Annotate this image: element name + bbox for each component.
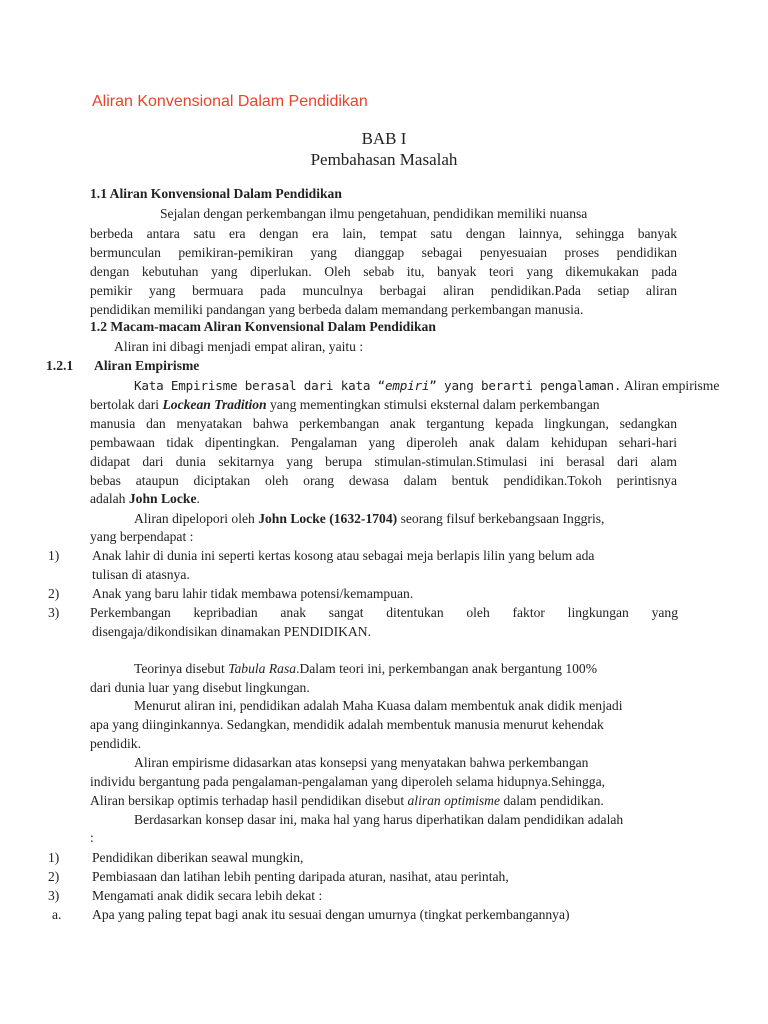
paragraph-line: yang berpendapat : bbox=[90, 529, 194, 544]
paragraph-line: pemikir yang bermuara pada munculnya berbagai aliran pendidikan.Pada setiap aliran bbox=[90, 283, 677, 298]
chapter-title: Pembahasan Masalah bbox=[310, 150, 458, 169]
paragraph-line: Aliran empirisme didasarkan atas konsepsi yang menyatakan bahwa perkembangan bbox=[134, 755, 589, 770]
paragraph-line: pendidikan memiliki pandangan yang berbeda dalam memandang perkembangan manusia. bbox=[90, 302, 584, 317]
paragraph-line: bebas ataupun diciptakan oleh orang dewasa dalam bentuk pendidikan.Tokoh perintisnya bbox=[90, 473, 677, 488]
paragraph-line: Menurut aliran ini, pendidikan adalah Maha Kuasa dalam membentuk anak didik menjadi bbox=[134, 698, 623, 713]
chapter-number: BAB I bbox=[361, 129, 407, 148]
paragraph-line: dengan kebutuhan yang diperlukan. Oleh sebab itu, banyak teori yang dikemukakan pada bbox=[90, 264, 677, 279]
list-number: 3) bbox=[48, 605, 60, 620]
list-item: Pembiasaan dan latihan lebih penting daripada aturan, nasihat, atau perintah, bbox=[92, 869, 509, 884]
list-item: tulisan di atasnya. bbox=[92, 567, 190, 582]
paragraph-line: apa yang diinginkannya. Sedangkan, mendidik adalah membentuk manusia menurut kehendak bbox=[90, 717, 604, 732]
list-item: disengaja/dikondisikan dinamakan PENDIDIKAN. bbox=[92, 624, 371, 639]
list-number: 2) bbox=[48, 586, 60, 601]
paragraph-line: Kata Empirisme berasal dari kata “empiri” yang berarti pengalaman. Aliran empirisme bbox=[134, 378, 720, 393]
paragraph-line: adalah John Locke. bbox=[90, 491, 200, 506]
list-item: Anak lahir di dunia ini seperti kertas kosong atau sebagai meja berlapis lilin yang belum ada bbox=[92, 548, 595, 563]
paragraph-line: pendidik. bbox=[90, 736, 141, 751]
paragraph-line: Sejalan dengan perkembangan ilmu pengetahuan, pendidikan memiliki nuansa bbox=[160, 206, 588, 221]
list-number: 3) bbox=[48, 888, 60, 903]
paragraph-line: : bbox=[90, 830, 94, 845]
paragraph-line: individu bergantung pada pengalaman-pengalaman yang diperoleh selama hidupnya.Sehingga, bbox=[90, 774, 606, 789]
subsection-number: 1.2.1 bbox=[46, 358, 74, 373]
paragraph-line: manusia dan menyatakan bahwa perkembangan anak tergantung kepada lingkungan, sedangkan bbox=[90, 416, 677, 431]
section-heading-1-1: 1.1 Aliran Konvensional Dalam Pendidikan bbox=[90, 186, 342, 201]
list-number: 1) bbox=[48, 850, 60, 865]
list-item: Pendidikan diberikan seawal mungkin, bbox=[92, 850, 304, 865]
list-number: 2) bbox=[48, 869, 60, 884]
list-item: Mengamati anak didik secara lebih dekat : bbox=[92, 888, 323, 903]
list-number: 1) bbox=[48, 548, 60, 563]
paragraph-line: Aliran dipelopori oleh John Locke (1632-1704) seorang filsuf berkebangsaan Inggris, bbox=[134, 511, 605, 526]
section-heading-1-2: 1.2 Macam-macam Aliran Konvensional Dalam Pendidikan bbox=[90, 319, 436, 334]
list-letter: a. bbox=[52, 907, 62, 922]
paragraph-line: Teorinya disebut Tabula Rasa.Dalam teori ini, perkembangan anak bergantung 100% bbox=[134, 661, 598, 676]
paragraph-line: bertolak dari Lockean Tradition yang mementingkan stimulsi eksternal dalam perkembangan bbox=[90, 397, 600, 412]
paragraph-line: dari dunia luar yang disebut lingkungan. bbox=[90, 680, 310, 695]
paragraph-line: didapat dari dunia sekitarnya yang berupa stimulan-stimulan.Stimulasi ini berasal dari alam bbox=[90, 454, 677, 469]
list-item: Perkembangan kepribadian anak sangat ditentukan oleh faktor lingkungan yang bbox=[90, 605, 678, 620]
paragraph-line: berbeda antara satu era dengan era lain, tempat satu dengan lainnya, sehingga banyak bbox=[90, 226, 677, 241]
subsection-heading: Aliran Empirisme bbox=[94, 358, 200, 373]
document-title: Aliran Konvensional Dalam Pendidikan bbox=[92, 93, 368, 110]
list-item: Anak yang baru lahir tidak membawa potensi/kemampuan. bbox=[92, 586, 414, 601]
paragraph-line: pembawaan tidak dipentingkan. Pengalaman yang diperoleh anak dalam kehidupan sehari-hari bbox=[90, 435, 677, 450]
list-item: Apa yang paling tepat bagi anak itu sesuai dengan umurnya (tingkat perkembangannya) bbox=[92, 907, 570, 922]
paragraph-line: Aliran ini dibagi menjadi empat aliran, yaitu : bbox=[114, 339, 364, 354]
paragraph-line: bermunculan pemikiran-pemikiran yang dianggap sebagai penyesuaian proses pendidikan bbox=[90, 245, 677, 260]
paragraph-line: Aliran bersikap optimis terhadap hasil pendidikan disebut aliran optimisme dalam pendidikan. bbox=[90, 793, 604, 808]
paragraph-line: Berdasarkan konsep dasar ini, maka hal yang harus diperhatikan dalam pendidikan adalah bbox=[134, 812, 624, 827]
